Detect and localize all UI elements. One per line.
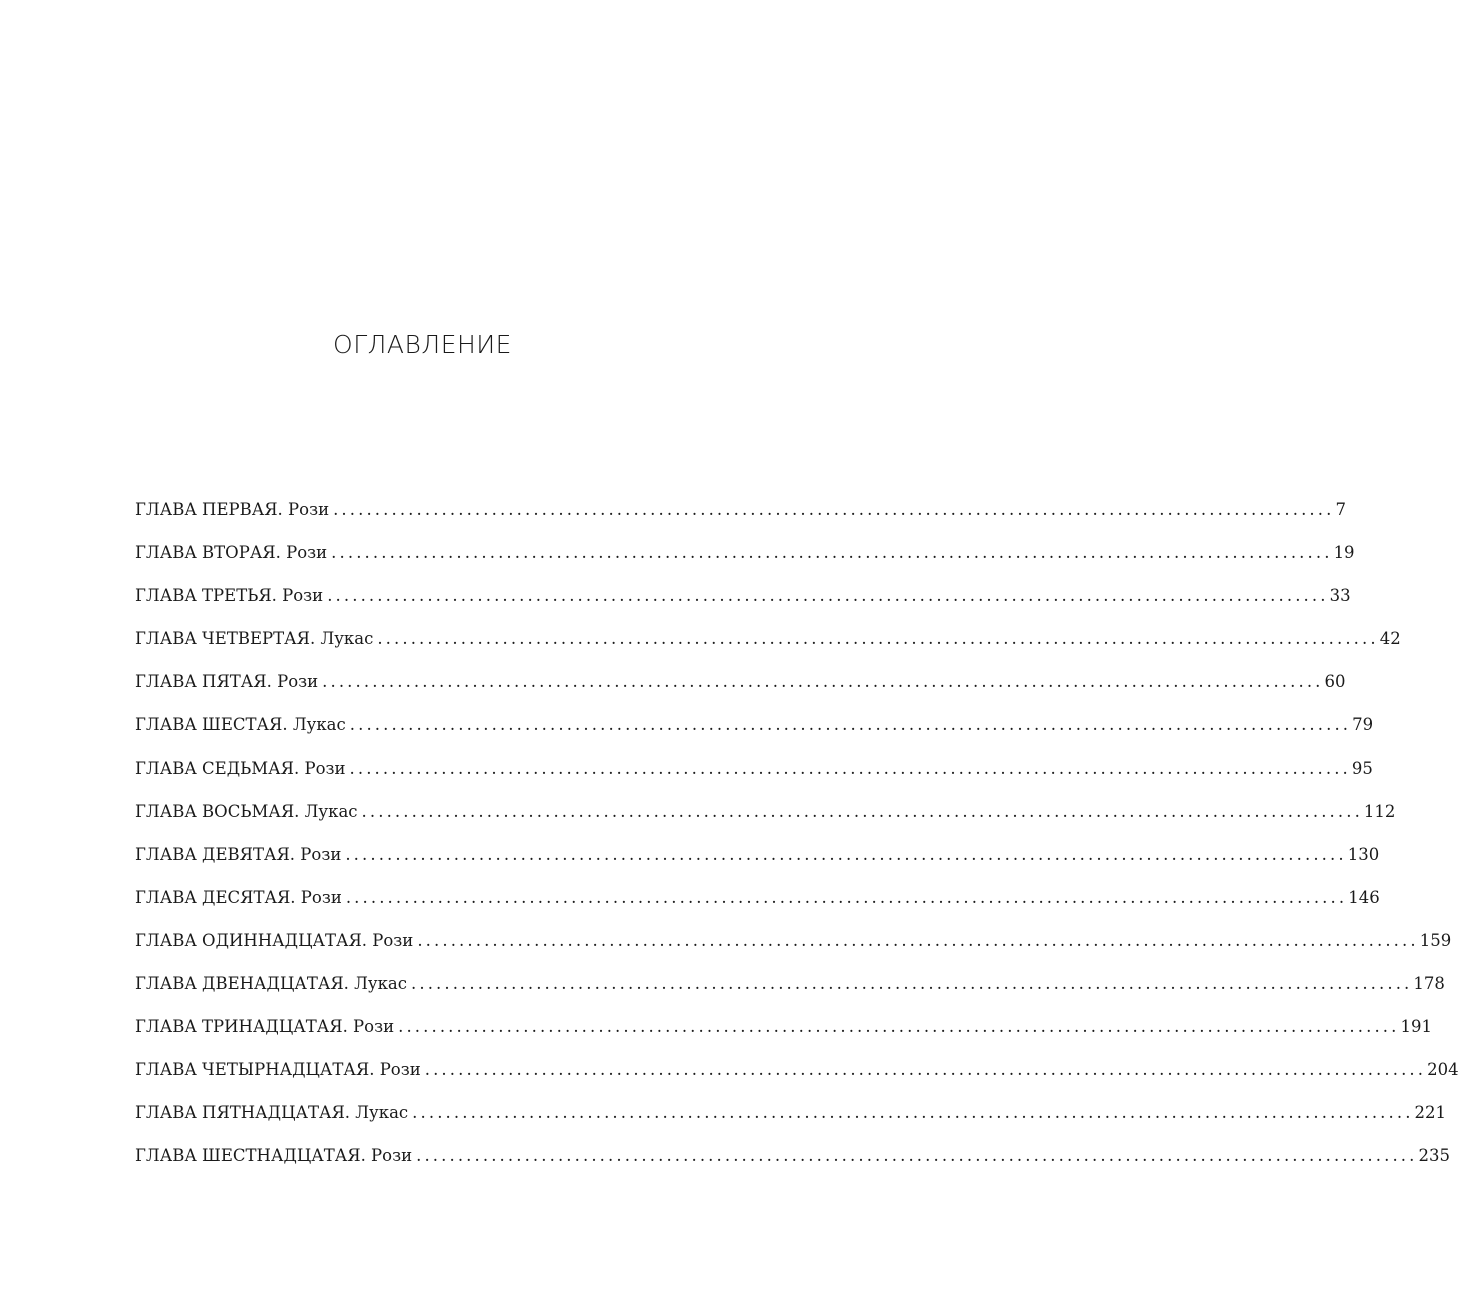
toc-entry[interactable] [135,926,1452,969]
toc-entry-page: 19 [1333,543,1355,563]
toc-dot-leader: ........................................................................................................................ [398,1017,1400,1037]
toc-entry-page: 60 [1324,672,1346,692]
table-of-contents [135,495,1459,1185]
toc-entry[interactable] [135,538,1355,581]
toc-entry-title: ГЛАВА ДЕВЯТАЯ. Рози [135,844,342,864]
toc-dot-leader: ........................................................................................................................ [345,844,1347,864]
toc-entry-page: 178 [1413,974,1445,994]
toc-entry[interactable] [135,495,1346,538]
toc-dot-leader: ........................................................................................................................ [349,715,1352,735]
toc-entry-title: ГЛАВА ЧЕТВЕРТАЯ. Лукас [135,629,374,649]
toc-entry[interactable] [135,667,1346,710]
toc-entry-title: ГЛАВА ШЕСТАЯ. Лукас [135,715,346,735]
toc-entry[interactable] [135,797,1396,840]
toc-dot-leader: ........................................................................................................................ [412,1103,1414,1123]
toc-entry[interactable] [135,883,1380,926]
toc-entry-title: ГЛАВА ВТОРАЯ. Рози [135,543,328,563]
toc-entry-title: ГЛАВА ТРЕТЬЯ. Рози [135,586,324,606]
toc-entry-page: 7 [1335,500,1346,519]
toc-entry-title: ГЛАВА ТРИНАДЦАТАЯ. Рози [135,1017,395,1037]
toc-dot-leader: ........................................................................................................................ [322,672,1324,692]
toc-entry-page: 42 [1379,629,1401,649]
toc-dot-leader: ........................................................................................................................ [345,887,1348,907]
toc-entry[interactable] [135,1012,1432,1055]
toc-entry[interactable] [135,624,1401,667]
toc-dot-leader: ........................................................................................................................ [361,801,1363,821]
toc-entry-title: ГЛАВА СЕДЬМАЯ. Рози [135,758,346,778]
toc-dot-leader: ........................................................................................................................ [417,930,1419,950]
toc-dot-leader: ........................................................................................................................ [416,1146,1418,1166]
toc-entry-page: 79 [1352,715,1374,735]
toc-entry-page: 204 [1427,1060,1459,1080]
toc-entry-title: ГЛАВА ВОСЬМАЯ. Лукас [135,801,358,821]
toc-entry[interactable] [135,710,1374,753]
toc-entry[interactable] [135,1098,1447,1141]
toc-entry-title: ГЛАВА ШЕСТНАДЦАТАЯ. Рози [135,1146,413,1166]
toc-entry-page: 221 [1414,1103,1447,1123]
toc-entry-page: 191 [1400,1017,1432,1037]
toc-entry-page: 146 [1348,887,1380,907]
toc-entry[interactable] [135,969,1445,1012]
toc-dot-leader: ........................................................................................................................ [333,500,1335,519]
toc-entry-title: ГЛАВА ДВЕНАДЦАТАЯ. Лукас [135,974,408,994]
toc-dot-leader: ........................................................................................................................ [349,758,1351,778]
toc-dot-leader: ........................................................................................................................ [331,543,1333,563]
toc-entry-page: 235 [1418,1146,1450,1166]
toc-entry-page: 112 [1363,801,1396,821]
toc-dot-leader: ........................................................................................................................ [327,586,1329,606]
toc-entry-title: ГЛАВА ОДИННАДЦАТАЯ. Рози [135,930,414,950]
toc-dot-leader: ........................................................................................................................ [411,974,1413,994]
toc-entry-page: 159 [1419,930,1452,950]
toc-entry-page: 130 [1347,844,1380,864]
toc-entry-title: ГЛАВА ЧЕТЫРНАДЦАТАЯ. Рози [135,1060,421,1080]
toc-entry-page: 33 [1329,586,1351,606]
toc-entry[interactable] [135,581,1351,624]
toc-entry[interactable] [135,1055,1459,1098]
page-title: ОГЛАВЛЕНИЕ [333,330,512,359]
toc-entry-page: 95 [1351,758,1373,778]
toc-entry-title: ГЛАВА ПЕРВАЯ. Рози [135,500,330,519]
toc-entry[interactable] [135,1141,1450,1184]
toc-entry-title: ГЛАВА ПЯТАЯ. Рози [135,672,319,692]
toc-entry-title: ГЛАВА ПЯТНАДЦАТАЯ. Лукас [135,1103,409,1123]
toc-entry-title: ГЛАВА ДЕСЯТАЯ. Рози [135,887,342,907]
toc-entry[interactable] [135,754,1373,797]
toc-entry[interactable] [135,840,1380,883]
toc-dot-leader: ........................................................................................................................ [377,629,1379,649]
toc-dot-leader: ........................................................................................................................ [424,1060,1427,1080]
